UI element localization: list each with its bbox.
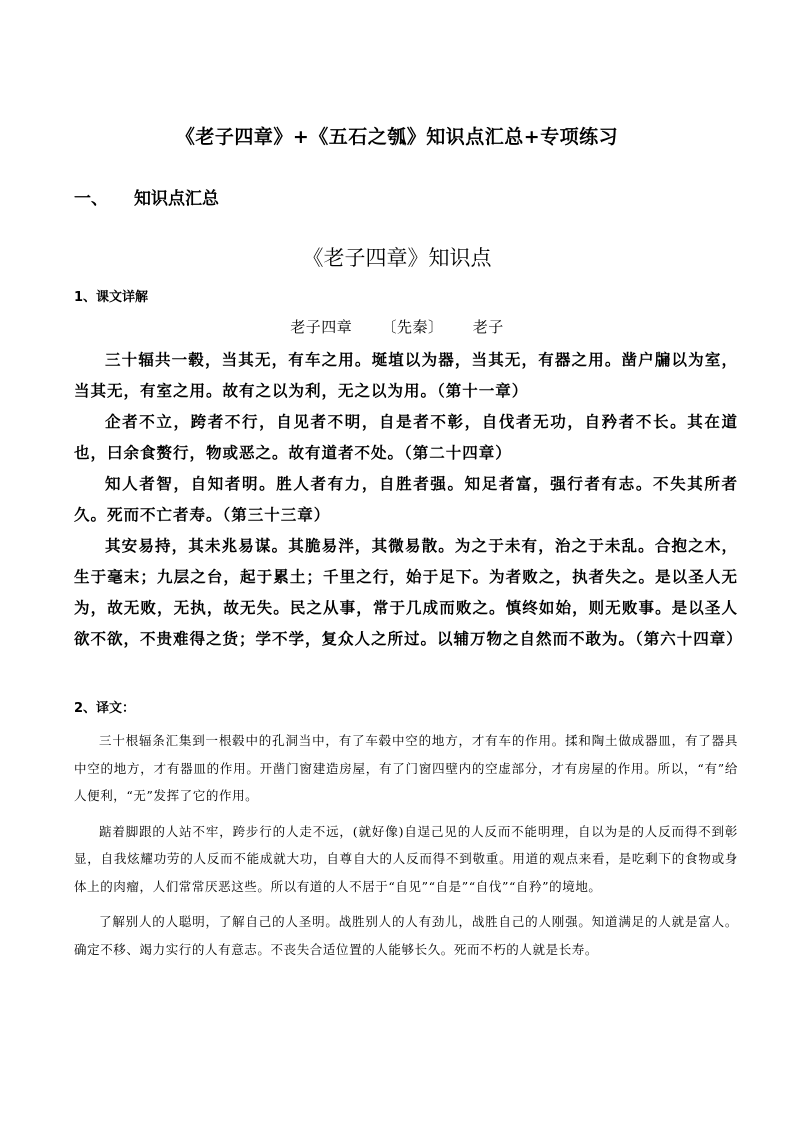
heading-text-explanation: 1、课文详解 (74, 290, 149, 305)
text-dynasty: 〔先秦〕 (381, 318, 444, 336)
translation-paragraph: 踮着脚跟的人站不牢，跨步行的人走不远，(就好像)自逞己见的人反而不能明理，自以为是的人反而得不到彰显，自我炫耀功劳的人反而不能成就大功，自尊自大的人反而得不到敬重。用道的观点来看，是吃剩下的食物或身体上的肉瘤，人们常常厌恶这些。所以有道的人不居于“自见”“自是”“自伐”“自矜”的境地。 (74, 823, 738, 894)
original-text (74, 344, 743, 654)
translation-text (74, 727, 738, 971)
translation-paragraph: 了解别人的人聪明，了解自己的人圣明。战胜别人的人有劲儿，战胜自己的人刚强。知道满足的人就是富人。确定不移、竭力实行的人有意志。不丧失合适位置的人能够长久。死而不朽的人就是长寿。 (74, 914, 738, 957)
document-title: 《老子四章》+《五石之瓠》知识点汇总+专项练习 (175, 126, 619, 148)
text-title: 老子四章 (290, 318, 353, 336)
subtitle: 《老子四章》知识点 (302, 246, 492, 270)
original-paragraph: 三十辐共一毂，当其无，有车之用。埏埴以为器，当其无，有器之用。凿户牖以为室，当其无，有室之用。故有之以为利，无之以为用。（第十一章） (74, 350, 738, 400)
heading-translation: 2、译文： (74, 701, 136, 716)
section-number: 一、 (74, 189, 108, 209)
text-meta (0, 316, 794, 337)
original-paragraph: 知人者智，自知者明。胜人者有力，自胜者强。知足者富，强行者有志。不失其所者久。死而不亡者寿。（第三十三章） (74, 474, 738, 524)
text-author: 老子 (472, 318, 504, 336)
section-heading (74, 184, 219, 209)
original-paragraph: 企者不立，跨者不行，自见者不明，自是者不彰，自伐者无功，自矜者不长。其在道也，曰余食赘行，物或恶之。故有道者不处。（第二十四章） (74, 412, 738, 462)
original-paragraph: 其安易持，其未兆易谋。其脆易泮，其微易散。为之于未有，治之于未乱。合抱之木，生于毫末；九层之台，起于累土；千里之行，始于足下。为者败之，执者失之。是以圣人无为，故无败，无执，故无失。民之从事，常于几成而败之。慎终如始，则无败事。是以圣人欲不欲，不贵难得之货；学不学，复众人之所过。以辅万物之自然而不敢为。（第六十四章） (74, 536, 743, 648)
section-label: 知识点汇总 (134, 189, 219, 209)
translation-paragraph: 三十根辐条汇集到一根毂中的孔洞当中，有了车毂中空的地方，才有车的作用。揉和陶土做成器皿，有了器具中空的地方，才有器皿的作用。开凿门窗建造房屋，有了门窗四壁内的空虚部分，才有房屋的作用。所以，“有”给人便利，“无”发挥了它的作用。 (74, 733, 738, 803)
